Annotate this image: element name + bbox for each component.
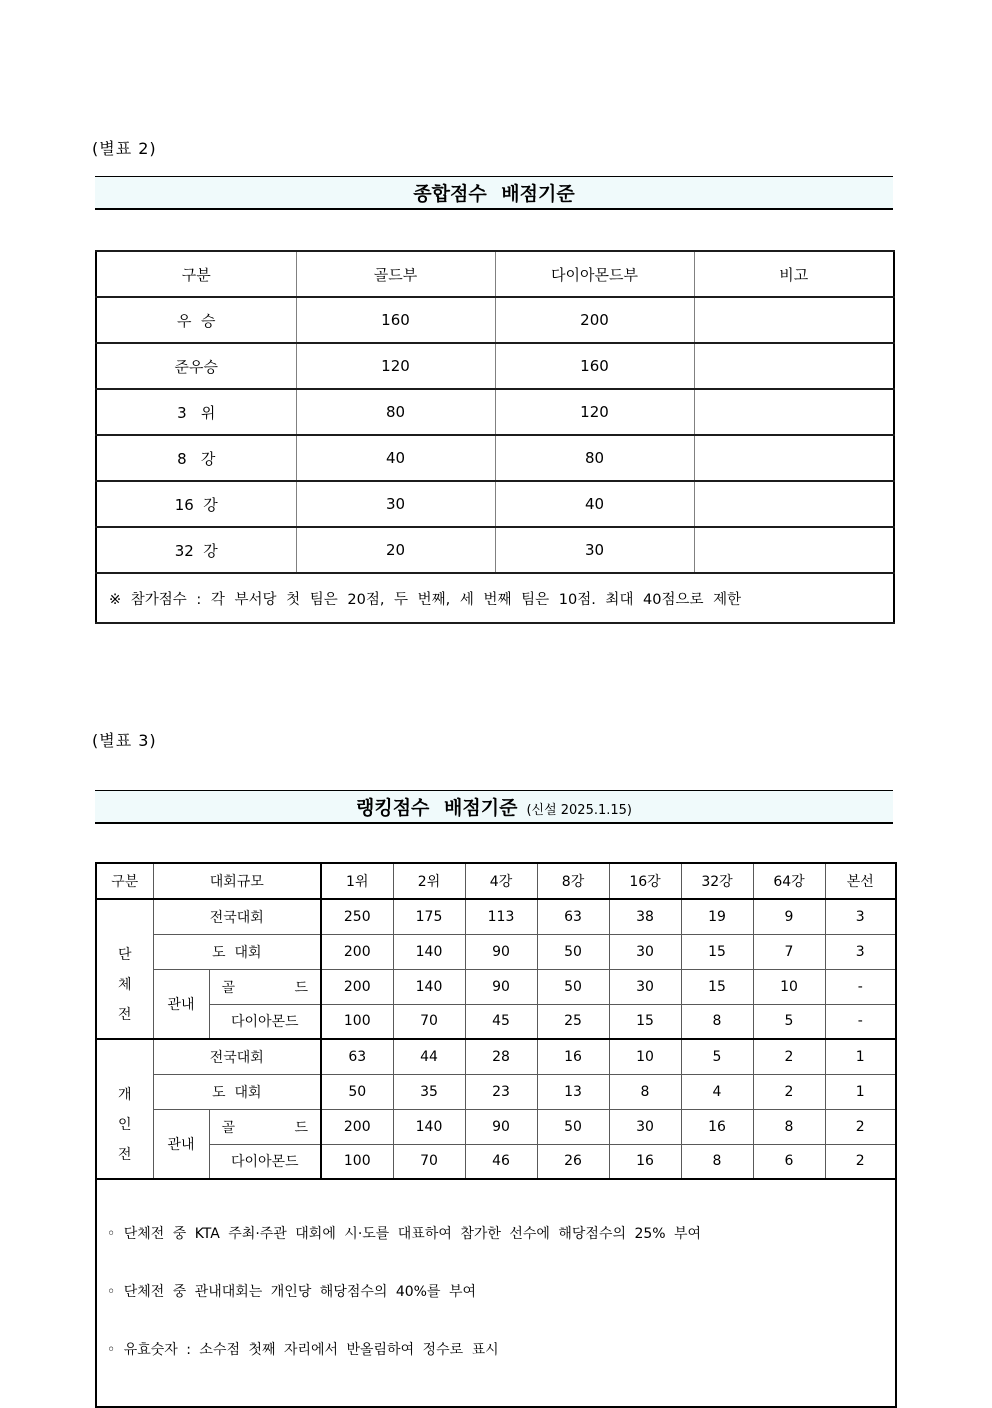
table2-title-banner (95, 790, 893, 824)
score-cell: - (825, 1004, 896, 1039)
col-header-semis: 4강 (465, 863, 537, 899)
score-cell: 8 (681, 1004, 753, 1039)
score-cell: 8 (753, 1109, 825, 1144)
score-cell: 10 (609, 1039, 681, 1074)
row-label: 16 강 (96, 481, 296, 527)
score-cell: 1 (825, 1074, 896, 1109)
score-cell: 90 (465, 934, 537, 969)
score-cell: 250 (321, 899, 393, 934)
table-row (96, 1109, 896, 1144)
table-row (96, 1039, 896, 1074)
score-cell: 16 (609, 1144, 681, 1179)
note-kta: ◦ 단체전 중 KTA 주최·주관 대회에 시·도를 대표하여 참가한 선수에 해당점수의 25% 부여 (107, 1226, 702, 1242)
diamond-value: 30 (495, 527, 694, 573)
ranking-score-table (95, 862, 897, 1408)
col-header-category: 구분 (96, 863, 153, 899)
table-row (96, 481, 894, 527)
score-cell: 10 (753, 969, 825, 1004)
score-cell: 46 (465, 1144, 537, 1179)
row-label: 8 강 (96, 435, 296, 481)
score-cell: 140 (393, 1109, 465, 1144)
table2-title: 랭킹점수 배점기준 (355, 797, 518, 819)
score-cell: 140 (393, 969, 465, 1004)
score-cell: 9 (753, 899, 825, 934)
row-label: 3 위 (96, 389, 296, 435)
scope-label: 도 대회 (153, 1074, 321, 1109)
score-cell: 200 (321, 969, 393, 1004)
table-row (96, 934, 896, 969)
score-cell: 5 (753, 1004, 825, 1039)
diamond-value: 160 (495, 343, 694, 389)
remark-cell (694, 435, 894, 481)
col-header-scale: 대회규모 (153, 863, 321, 899)
annex2-label: (별표 2) (92, 139, 157, 158)
scope-label: 다이아몬드 (209, 1144, 321, 1179)
table2-notes (96, 1179, 896, 1407)
row-label: 우 승 (96, 297, 296, 343)
score-cell: 25 (537, 1004, 609, 1039)
table1-title-banner (95, 176, 893, 210)
group-label-individual: 개인전 (96, 1039, 153, 1179)
score-cell: 15 (681, 934, 753, 969)
score-cell: 70 (393, 1144, 465, 1179)
score-cell: 1 (825, 1039, 896, 1074)
table-row (96, 343, 894, 389)
col-header-mains: 본선 (825, 863, 896, 899)
notes-row (96, 1179, 896, 1407)
score-cell: 30 (609, 969, 681, 1004)
score-cell: 90 (465, 969, 537, 1004)
score-cell: 15 (681, 969, 753, 1004)
score-cell: 7 (753, 934, 825, 969)
score-cell: 50 (321, 1074, 393, 1109)
col-header-r64: 64강 (753, 863, 825, 899)
score-cell: 113 (465, 899, 537, 934)
col-header-gold: 골드부 (296, 251, 495, 297)
score-cell: 5 (681, 1039, 753, 1074)
table-row (96, 1144, 896, 1179)
participation-score-footnote: ※ 참가점수 : 각 부서당 첫 팀은 20점, 두 번째, 세 번째 팀은 10점. 최대 40점으로 제한 (96, 573, 894, 623)
table2-title-suffix: (신설 2025.1.15) (526, 802, 632, 818)
diamond-value: 200 (495, 297, 694, 343)
score-cell: - (825, 969, 896, 1004)
score-cell: 38 (609, 899, 681, 934)
score-cell: 63 (321, 1039, 393, 1074)
scope-label: 골 드 (209, 1109, 321, 1144)
remark-cell (694, 481, 894, 527)
diamond-value: 40 (495, 481, 694, 527)
score-cell: 16 (537, 1039, 609, 1074)
table-row (96, 297, 894, 343)
scope-label: 골 드 (209, 969, 321, 1004)
score-cell: 200 (321, 934, 393, 969)
gold-value: 40 (296, 435, 495, 481)
footnote-row (96, 573, 894, 623)
score-cell: 28 (465, 1039, 537, 1074)
score-cell: 3 (825, 899, 896, 934)
table-row (96, 1004, 896, 1039)
score-cell: 16 (681, 1109, 753, 1144)
score-cell: 2 (825, 1109, 896, 1144)
col-header-quarters: 8강 (537, 863, 609, 899)
table-row (96, 389, 894, 435)
row-label: 준우승 (96, 343, 296, 389)
col-header-r16: 16강 (609, 863, 681, 899)
score-cell: 140 (393, 934, 465, 969)
scope-label: 도 대회 (153, 934, 321, 969)
col-header-category: 구분 (96, 251, 296, 297)
score-cell: 2 (753, 1039, 825, 1074)
table-header-row (96, 251, 894, 297)
scope-label: 다이아몬드 (209, 1004, 321, 1039)
col-header-1st: 1위 (321, 863, 393, 899)
score-cell: 2 (825, 1144, 896, 1179)
score-cell: 100 (321, 1004, 393, 1039)
score-cell: 100 (321, 1144, 393, 1179)
score-cell: 8 (609, 1074, 681, 1109)
gold-value: 120 (296, 343, 495, 389)
score-cell: 44 (393, 1039, 465, 1074)
annex3-label: (별표 3) (92, 731, 157, 750)
table1-title: 종합점수 배점기준 (413, 183, 575, 205)
remark-cell (694, 297, 894, 343)
score-cell: 50 (537, 934, 609, 969)
table-row (96, 899, 896, 934)
remark-cell (694, 343, 894, 389)
diamond-value: 120 (495, 389, 694, 435)
col-header-2nd: 2위 (393, 863, 465, 899)
score-cell: 26 (537, 1144, 609, 1179)
score-cell: 15 (609, 1004, 681, 1039)
note-local: ◦ 단체전 중 관내대회는 개인당 해당점수의 40%를 부여 (107, 1283, 477, 1300)
combined-score-table (95, 250, 895, 624)
local-label: 관내 (153, 969, 209, 1039)
score-cell: 45 (465, 1004, 537, 1039)
score-cell: 63 (537, 899, 609, 934)
score-cell: 3 (825, 934, 896, 969)
note-rounding: ◦ 유효숫자 : 소수점 첫째 자리에서 반올림하여 정수로 표시 (107, 1341, 499, 1358)
table-row (96, 1074, 896, 1109)
score-cell: 4 (681, 1074, 753, 1109)
score-cell: 35 (393, 1074, 465, 1109)
group-label-team: 단체전 (96, 899, 153, 1039)
score-cell: 200 (321, 1109, 393, 1144)
gold-value: 80 (296, 389, 495, 435)
gold-value: 30 (296, 481, 495, 527)
table-row (96, 969, 896, 1004)
score-cell: 23 (465, 1074, 537, 1109)
score-cell: 50 (537, 969, 609, 1004)
gold-value: 20 (296, 527, 495, 573)
table-header-row (96, 863, 896, 899)
score-cell: 6 (753, 1144, 825, 1179)
scope-label: 전국대회 (153, 1039, 321, 1074)
remark-cell (694, 389, 894, 435)
gold-value: 160 (296, 297, 495, 343)
local-label: 관내 (153, 1109, 209, 1179)
diamond-value: 80 (495, 435, 694, 481)
score-cell: 30 (609, 1109, 681, 1144)
row-label: 32 강 (96, 527, 296, 573)
col-header-diamond: 다이아몬드부 (495, 251, 694, 297)
score-cell: 70 (393, 1004, 465, 1039)
score-cell: 19 (681, 899, 753, 934)
score-cell: 50 (537, 1109, 609, 1144)
score-cell: 8 (681, 1144, 753, 1179)
remark-cell (694, 527, 894, 573)
score-cell: 90 (465, 1109, 537, 1144)
table-row (96, 527, 894, 573)
score-cell: 2 (753, 1074, 825, 1109)
table-row (96, 435, 894, 481)
scope-label: 전국대회 (153, 899, 321, 934)
col-header-remark: 비고 (694, 251, 894, 297)
score-cell: 175 (393, 899, 465, 934)
col-header-r32: 32강 (681, 863, 753, 899)
score-cell: 30 (609, 934, 681, 969)
score-cell: 13 (537, 1074, 609, 1109)
